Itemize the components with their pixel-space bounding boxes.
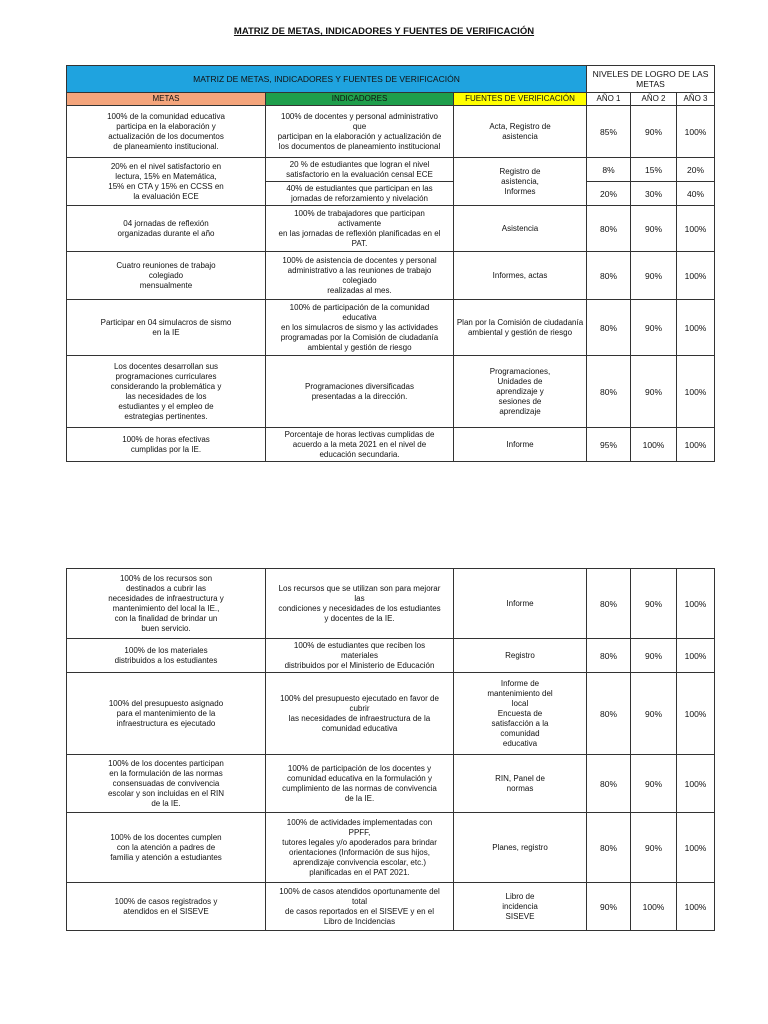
year-3-value: 100% <box>677 356 715 428</box>
year-3-value: 20% <box>677 158 715 182</box>
indicator-cell: 100% del presupuesto ejecutado en favor de cubrir las necesidades de infraestructura de la comunidad educativa <box>266 673 454 755</box>
year-1-value: 80% <box>587 356 631 428</box>
source-cell: Programaciones, Unidades de aprendizaje y sesiones de aprendizaje <box>454 356 587 428</box>
table-row <box>67 813 715 883</box>
year-3-value: 100% <box>677 639 715 673</box>
indicator-cell: Programaciones diversificadas presentadas a la dirección. <box>266 356 454 428</box>
year-3-value: 100% <box>677 813 715 883</box>
meta-cell: 100% de horas efectivas cumplidas por la IE. <box>67 428 266 462</box>
table-row <box>67 569 715 639</box>
year-3-value: 100% <box>677 206 715 252</box>
year-3-value: 100% <box>677 569 715 639</box>
year-3-value: 100% <box>677 252 715 300</box>
source-cell: Informe <box>454 569 587 639</box>
table-row <box>67 883 715 931</box>
goals-matrix-table-page-2 <box>66 568 715 931</box>
year-2-value: 100% <box>631 428 677 462</box>
source-cell: Registro <box>454 639 587 673</box>
year-2-value: 90% <box>631 639 677 673</box>
year-2-value: 100% <box>631 883 677 931</box>
table-row <box>67 300 715 356</box>
source-cell: Acta, Registro de asistencia <box>454 106 587 158</box>
meta-cell: 100% de los docentes cumplen con la atención a padres de familia y atención a estudiantes <box>67 813 266 883</box>
year-2-value: 15% <box>631 158 677 182</box>
source-cell: RIN, Panel de normas <box>454 755 587 813</box>
indicator-cell: 100% de participación de los docentes y comunidad educativa en la formulación y cumplimiento de las normas de convivencia de la IE. <box>266 755 454 813</box>
year-2-value: 90% <box>631 356 677 428</box>
table-row <box>67 158 715 182</box>
indicator-cell: 20 % de estudiantes que logran el nivel satisfactorio en la evaluación censal ECE <box>266 158 454 182</box>
source-cell: Plan por la Comisión de ciudadanía ambiental y gestión de riesgo <box>454 300 587 356</box>
table-row <box>67 428 715 462</box>
indicator-cell: 40% de estudiantes que participan en las jornadas de reforzamiento y nivelación <box>266 182 454 206</box>
year-1-value: 80% <box>587 300 631 356</box>
document-title: MATRIZ DE METAS, INDICADORES Y FUENTES DE VERIFICACIÓN <box>233 26 535 37</box>
indicator-cell: 100% de trabajadores que participan activamente en las jornadas de reflexión planificadas en el PAT. <box>266 206 454 252</box>
indicator-cell: 100% de asistencia de docentes y personal administrativo a las reuniones de trabajo colegiado realizadas al mes. <box>266 252 454 300</box>
column-header-year-1: AÑO 1 <box>587 93 631 106</box>
year-1-value: 8% <box>587 158 631 182</box>
year-3-value: 100% <box>677 106 715 158</box>
year-1-value: 80% <box>587 755 631 813</box>
indicator-cell: 100% de casos atendidos oportunamente del total de casos reportados en el SISEVE y en el Libro de Incidencias <box>266 883 454 931</box>
indicator-cell: 100% de participación de la comunidad educativa en los simulacros de sismo y las actividades programadas por la Comisión de ciudadanía ambiental y gestión de riesgo <box>266 300 454 356</box>
year-1-value: 80% <box>587 252 631 300</box>
meta-cell: 100% de los docentes participan en la formulación de las normas consensuadas de convivencia escolar y son incluidas en el RIN de la IE. <box>67 755 266 813</box>
source-cell: Informes, actas <box>454 252 587 300</box>
meta-cell: Los docentes desarrollan sus programaciones curriculares considerando la problemática y las necesidades de los estudiantes y el empleo de estrategias pertinentes. <box>67 356 266 428</box>
year-1-value: 85% <box>587 106 631 158</box>
year-2-value: 90% <box>631 252 677 300</box>
meta-cell: 100% de la comunidad educativa participa en la elaboración y actualización de los documentos de planeamiento institucional. <box>67 106 266 158</box>
year-2-value: 90% <box>631 813 677 883</box>
achievement-levels-header: NIVELES DE LOGRO DE LAS METAS <box>587 66 715 93</box>
column-header-year-3: AÑO 3 <box>677 93 715 106</box>
goals-matrix-table-page-1 <box>66 65 715 462</box>
source-cell: Registro de asistencia, Informes <box>454 158 587 206</box>
year-3-value: 100% <box>677 300 715 356</box>
indicator-cell: Porcentaje de horas lectivas cumplidas de acuerdo a la meta 2021 en el nivel de educación secundaria. <box>266 428 454 462</box>
table-row <box>67 639 715 673</box>
year-2-value: 30% <box>631 182 677 206</box>
indicator-cell: 100% de estudiantes que reciben los materiales distribuidos por el Ministerio de Educación <box>266 639 454 673</box>
column-header-year-2: AÑO 2 <box>631 93 677 106</box>
year-2-value: 90% <box>631 755 677 813</box>
meta-cell: 100% de los materiales distribuidos a los estudiantes <box>67 639 266 673</box>
year-2-value: 90% <box>631 106 677 158</box>
column-header-indicadores: INDICADORES <box>266 93 454 106</box>
table-row <box>67 356 715 428</box>
year-1-value: 80% <box>587 206 631 252</box>
column-header-metas: METAS <box>67 93 266 106</box>
year-1-value: 80% <box>587 813 631 883</box>
year-3-value: 100% <box>677 755 715 813</box>
indicator-cell: 100% de docentes y personal administrativo que participan en la elaboración y actualización de los documentos de planeamiento institucional <box>266 106 454 158</box>
source-cell: Informe <box>454 428 587 462</box>
meta-cell: 100% del presupuesto asignado para el mantenimiento de la infraestructura es ejecutado <box>67 673 266 755</box>
meta-cell: 100% de los recursos son destinados a cubrir las necesidades de infraestructura y mantenimiento del local la IE., con la finalidad de brindar un buen servicio. <box>67 569 266 639</box>
meta-cell: 20% en el nivel satisfactorio en lectura, 15% en Matemática, 15% en CTA y 15% en CCSS en la evaluación ECE <box>67 158 266 206</box>
column-header-fuentes: FUENTES DE VERIFICACIÓN <box>454 93 587 106</box>
year-3-value: 100% <box>677 673 715 755</box>
table-row <box>67 755 715 813</box>
year-1-value: 80% <box>587 673 631 755</box>
source-cell: Libro de incidencia SISEVE <box>454 883 587 931</box>
indicator-cell: 100% de actividades implementadas con PPFF, tutores legales y/o apoderados para brindar orientaciones (Información de sus hijos, aprendizaje convivencia escolar, etc.) planificadas en el PAT 2021. <box>266 813 454 883</box>
meta-cell: Cuatro reuniones de trabajo colegiado mensualmente <box>67 252 266 300</box>
table-row <box>67 673 715 755</box>
year-3-value: 100% <box>677 428 715 462</box>
year-1-value: 80% <box>587 639 631 673</box>
table-row <box>67 252 715 300</box>
table-row <box>67 106 715 158</box>
year-3-value: 100% <box>677 883 715 931</box>
meta-cell: 100% de casos registrados y atendidos en el SISEVE <box>67 883 266 931</box>
year-1-value: 80% <box>587 569 631 639</box>
year-3-value: 40% <box>677 182 715 206</box>
meta-cell: 04 jornadas de reflexión organizadas durante el año <box>67 206 266 252</box>
source-cell: Planes, registro <box>454 813 587 883</box>
year-1-value: 90% <box>587 883 631 931</box>
year-2-value: 90% <box>631 673 677 755</box>
meta-cell: Participar en 04 simulacros de sismo en la IE <box>67 300 266 356</box>
indicator-cell: Los recursos que se utilizan son para mejorar las condiciones y necesidades de los estudiantes y docentes de la IE. <box>266 569 454 639</box>
table-row <box>67 206 715 252</box>
year-2-value: 90% <box>631 300 677 356</box>
year-2-value: 90% <box>631 569 677 639</box>
source-cell: Asistencia <box>454 206 587 252</box>
matrix-title-band: MATRIZ DE METAS, INDICADORES Y FUENTES DE VERIFICACIÓN <box>67 66 587 93</box>
year-1-value: 20% <box>587 182 631 206</box>
year-2-value: 90% <box>631 206 677 252</box>
year-1-value: 95% <box>587 428 631 462</box>
source-cell: Informe de mantenimiento del local Encuesta de satisfacción a la comunidad educativa <box>454 673 587 755</box>
